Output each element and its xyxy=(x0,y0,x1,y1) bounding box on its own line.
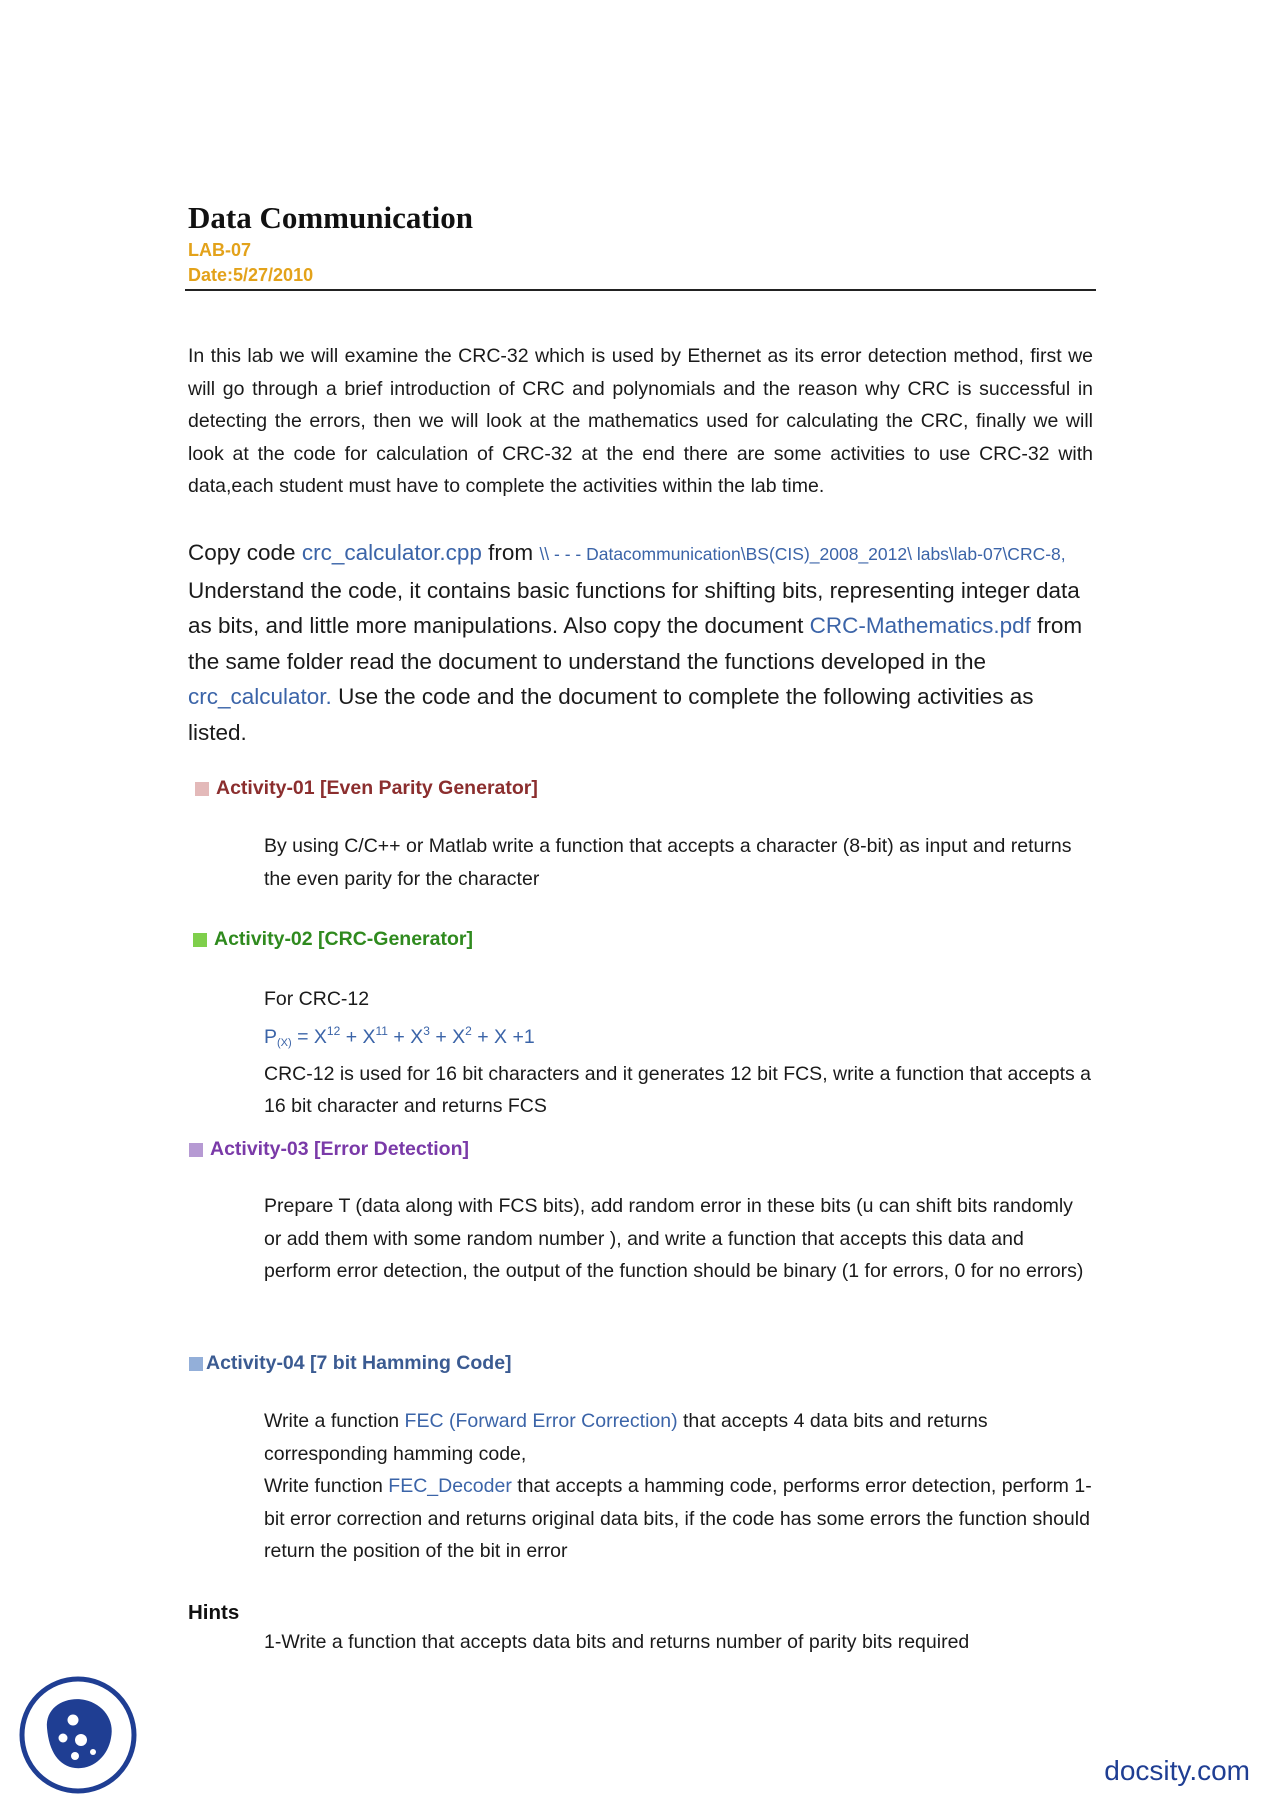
poly-term-4: + X xyxy=(429,1025,466,1048)
activity-04-marker-icon xyxy=(189,1357,203,1371)
docsity-logo-icon[interactable] xyxy=(19,1676,137,1794)
docsity-brand-text[interactable]: docsity.com xyxy=(1104,1755,1250,1786)
date-label: Date:5/27/2010 xyxy=(188,265,314,285)
fec-decoder-paragraph xyxy=(264,1470,1094,1568)
copy-text-3: Understand the code, it contains basic functions for shifting bits, representing integer data as bits, and little more manipulations. Also copy the document xyxy=(188,577,1080,638)
crc12-label: For CRC-12 xyxy=(264,988,370,1010)
activity-02-body xyxy=(264,983,1094,1123)
activity-03-marker-icon xyxy=(189,1143,203,1157)
activity-03-heading xyxy=(189,1138,469,1161)
copy-text-2: from xyxy=(481,540,540,565)
copy-text-1: Copy code xyxy=(188,540,302,565)
file-link-crc-calculator[interactable]: crc_calculator.cpp xyxy=(301,540,482,565)
hints-heading: Hints xyxy=(188,1601,240,1624)
activity-01-body: By using C/C++ or Matlab write a function that accepts a character (8-bit) as input and returns the even parity for the character xyxy=(264,835,1072,890)
lab-label: LAB-07 xyxy=(188,240,252,260)
poly-term-1: = X xyxy=(291,1025,327,1048)
fec-link[interactable]: FEC (Forward Error Correction) xyxy=(404,1410,678,1432)
fec-decoder-link[interactable]: FEC_Decoder xyxy=(388,1475,512,1497)
poly-exp-2: 11 xyxy=(375,1023,388,1038)
activity-02-heading xyxy=(193,928,473,951)
dec-text-2: that accepts a hamming code, performs error detection, perform 1-bit error correction and returns original data bits, if the code has some errors the function should return the position of the bit in error xyxy=(264,1475,1092,1562)
crc12-description: CRC-12 is used for 16 bit characters and it generates 12 bit FCS, write a function that accepts a 16 bit character and returns FCS xyxy=(264,1062,1091,1117)
copy-instructions xyxy=(188,535,1088,750)
document-title: Data Communication xyxy=(188,200,474,235)
link-crc-calculator[interactable]: crc_calculator. xyxy=(188,684,332,709)
activity-02-marker-icon xyxy=(193,933,207,947)
poly-exp-4: 2 xyxy=(465,1023,472,1038)
poly-term-5: + X +1 xyxy=(471,1025,535,1048)
activity-02-title: Activity-02 [CRC-Generator] xyxy=(214,928,473,950)
poly-exp-1: 12 xyxy=(326,1023,341,1038)
doc-link-crc-mathematics[interactable]: CRC-Mathematics.pdf xyxy=(809,613,1031,638)
dec-text-1: Write function xyxy=(264,1475,389,1497)
poly-p: P xyxy=(264,1025,278,1048)
poly-sub: (X) xyxy=(277,1036,292,1049)
poly-term-3: + X xyxy=(387,1025,424,1048)
copy-text-5: Use the code and the document to complete the following activities as listed. xyxy=(188,684,1034,745)
folder-path-link[interactable]: \\ - - - Datacommunication\BS(CIS)_2008_2012\ labs\lab-07\CRC-8, xyxy=(539,544,1066,564)
fec-text-1: Write a function xyxy=(264,1410,405,1432)
fec-text-2: that accepts 4 data bits and returns corresponding hamming code, xyxy=(264,1410,988,1465)
intro-paragraph: In this lab we will examine the CRC-32 which is used by Ethernet as its error detection method, first we will go through a brief introduction of CRC and polynomials and the reason why CRC is successful in detecting the errors, then we will look at the mathematics used for calculating the CRC, finally we will look at the code for calculation of CRC-32 at the end there are some activities to use CRC-32 with data,each student must have to complete the activities within the lab time. xyxy=(188,345,1093,497)
activity-04-body xyxy=(264,1405,1094,1568)
activity-04-heading xyxy=(189,1352,512,1375)
poly-term-2: + X xyxy=(340,1025,376,1048)
crc12-polynomial xyxy=(264,1016,1094,1058)
header-divider xyxy=(185,289,1096,291)
activity-03-body: Prepare T (data along with FCS bits), add random error in these bits (u can shift bits randomly or add them with some random number ), and write a function that accepts this data and perform error detection, the output of the function should be binary (1 for errors, 0 for no errors) xyxy=(264,1195,1084,1282)
poly-exp-3: 3 xyxy=(423,1023,430,1038)
activity-04-title: Activity-04 [7 bit Hamming Code] xyxy=(206,1352,512,1374)
copy-text-4: from the same folder read the document to understand the functions developed in the xyxy=(188,613,1083,674)
activity-01-heading xyxy=(195,777,538,800)
hint-1: 1-Write a function that accepts data bits and returns number of parity bits required xyxy=(264,1631,970,1653)
activity-01-marker-icon xyxy=(195,782,209,796)
activity-01-title: Activity-01 [Even Parity Generator] xyxy=(216,777,538,799)
activity-03-title: Activity-03 [Error Detection] xyxy=(210,1138,469,1160)
fec-paragraph xyxy=(264,1405,1094,1470)
